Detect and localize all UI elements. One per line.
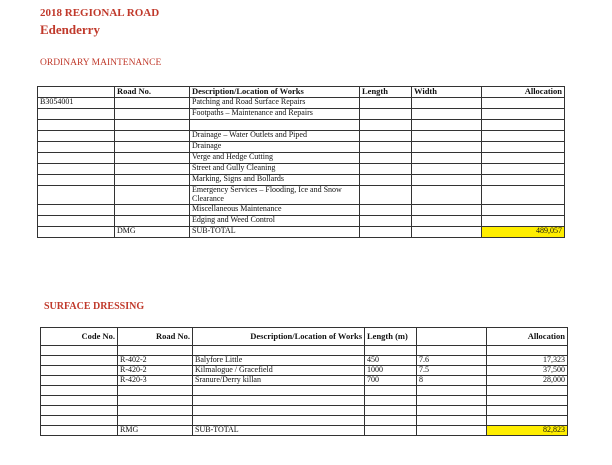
- area-name: Edenderry: [40, 22, 100, 37]
- description-cell: Footpaths – Maintenance and Repairs: [190, 109, 360, 120]
- table-row: [38, 204, 565, 215]
- table-row: [41, 386, 568, 396]
- table-header-row: [41, 328, 568, 346]
- width-cell: 7.5: [417, 366, 487, 376]
- description-cell: Marking, Signs and Bollards: [190, 175, 360, 186]
- table-row: [38, 98, 565, 109]
- column-header-description: Description/Location of Works: [193, 328, 365, 346]
- column-header-allocation: Allocation: [482, 87, 565, 98]
- surface-dressing-table: [40, 327, 568, 436]
- column-header-allocation: Allocation: [487, 328, 568, 346]
- column-header-code: [38, 87, 115, 98]
- width-cell: 8: [417, 376, 487, 386]
- column-header-width: [417, 328, 487, 346]
- subtotal-label: SUB-TOTAL: [193, 426, 365, 436]
- table-row: [38, 142, 565, 153]
- description-cell: Patching and Road Surface Repairs: [190, 98, 360, 109]
- column-header-width: Width: [412, 87, 482, 98]
- table-row: [38, 175, 565, 186]
- description-cell: Emergency Services – Flooding, Ice and Snow Clearance: [190, 186, 360, 205]
- table-row: [41, 346, 568, 356]
- allocation-cell: 37,500: [487, 366, 568, 376]
- table-row: [41, 416, 568, 426]
- column-header-road-no: Road No.: [118, 328, 193, 346]
- table-header-row: [38, 87, 565, 98]
- description-cell: Balyfore Little: [193, 356, 365, 366]
- column-header-length: Length: [360, 87, 412, 98]
- width-cell: 7.6: [417, 356, 487, 366]
- subtotal-label: SUB-TOTAL: [190, 226, 360, 237]
- description-cell: Verge and Hedge Cutting: [190, 153, 360, 164]
- column-header-length: Length (m): [365, 328, 417, 346]
- report-year-title: 2018 REGIONAL ROAD: [40, 7, 160, 19]
- table-row: [38, 109, 565, 120]
- column-header-road-no: Road No.: [115, 87, 190, 98]
- description-cell: Sranure/Derry killan: [193, 376, 365, 386]
- table-row: [41, 366, 568, 376]
- table-row: [38, 164, 565, 175]
- length-cell: 450: [365, 356, 417, 366]
- section-surface-dressing-title: SURFACE DRESSING: [44, 301, 145, 312]
- road-no-cell: R-420-2: [118, 366, 193, 376]
- subtotal-allocation: 82,823: [487, 426, 568, 436]
- allocation-cell: 17,323: [487, 356, 568, 366]
- section-ordinary-maintenance-title: ORDINARY MAINTENANCE: [40, 58, 162, 68]
- description-cell: Drainage – Water Outlets and Piped: [190, 131, 360, 142]
- table-row: [38, 186, 565, 205]
- table-row: [41, 356, 568, 366]
- table-row: [41, 376, 568, 386]
- code-cell: B3054001: [38, 98, 115, 109]
- table-row: [41, 406, 568, 416]
- subtotal-road-code: RMG: [118, 426, 193, 436]
- ordinary-maintenance-table: [37, 86, 565, 238]
- table-row: [38, 215, 565, 226]
- length-cell: 700: [365, 376, 417, 386]
- subtotal-row: [41, 426, 568, 436]
- description-cell: Street and Gully Cleaning: [190, 164, 360, 175]
- table-row: [41, 396, 568, 406]
- description-cell: Miscellaneous Maintenance: [190, 204, 360, 215]
- subtotal-road-code: DMG: [115, 226, 190, 237]
- description-cell: Drainage: [190, 142, 360, 153]
- road-no-cell: R-420-3: [118, 376, 193, 386]
- table-row: [38, 131, 565, 142]
- description-cell: Edging and Weed Control: [190, 215, 360, 226]
- road-no-cell: R-402-2: [118, 356, 193, 366]
- column-header-description: Description/Location of Works: [190, 87, 360, 98]
- table-row: [38, 120, 565, 131]
- description-cell: Kilmalogue / Gracefield: [193, 366, 365, 376]
- subtotal-row: [38, 226, 565, 237]
- column-header-code-no: Code No.: [41, 328, 118, 346]
- length-cell: 1000: [365, 366, 417, 376]
- subtotal-allocation: 489,057: [482, 226, 565, 237]
- allocation-cell: 28,000: [487, 376, 568, 386]
- table-row: [38, 153, 565, 164]
